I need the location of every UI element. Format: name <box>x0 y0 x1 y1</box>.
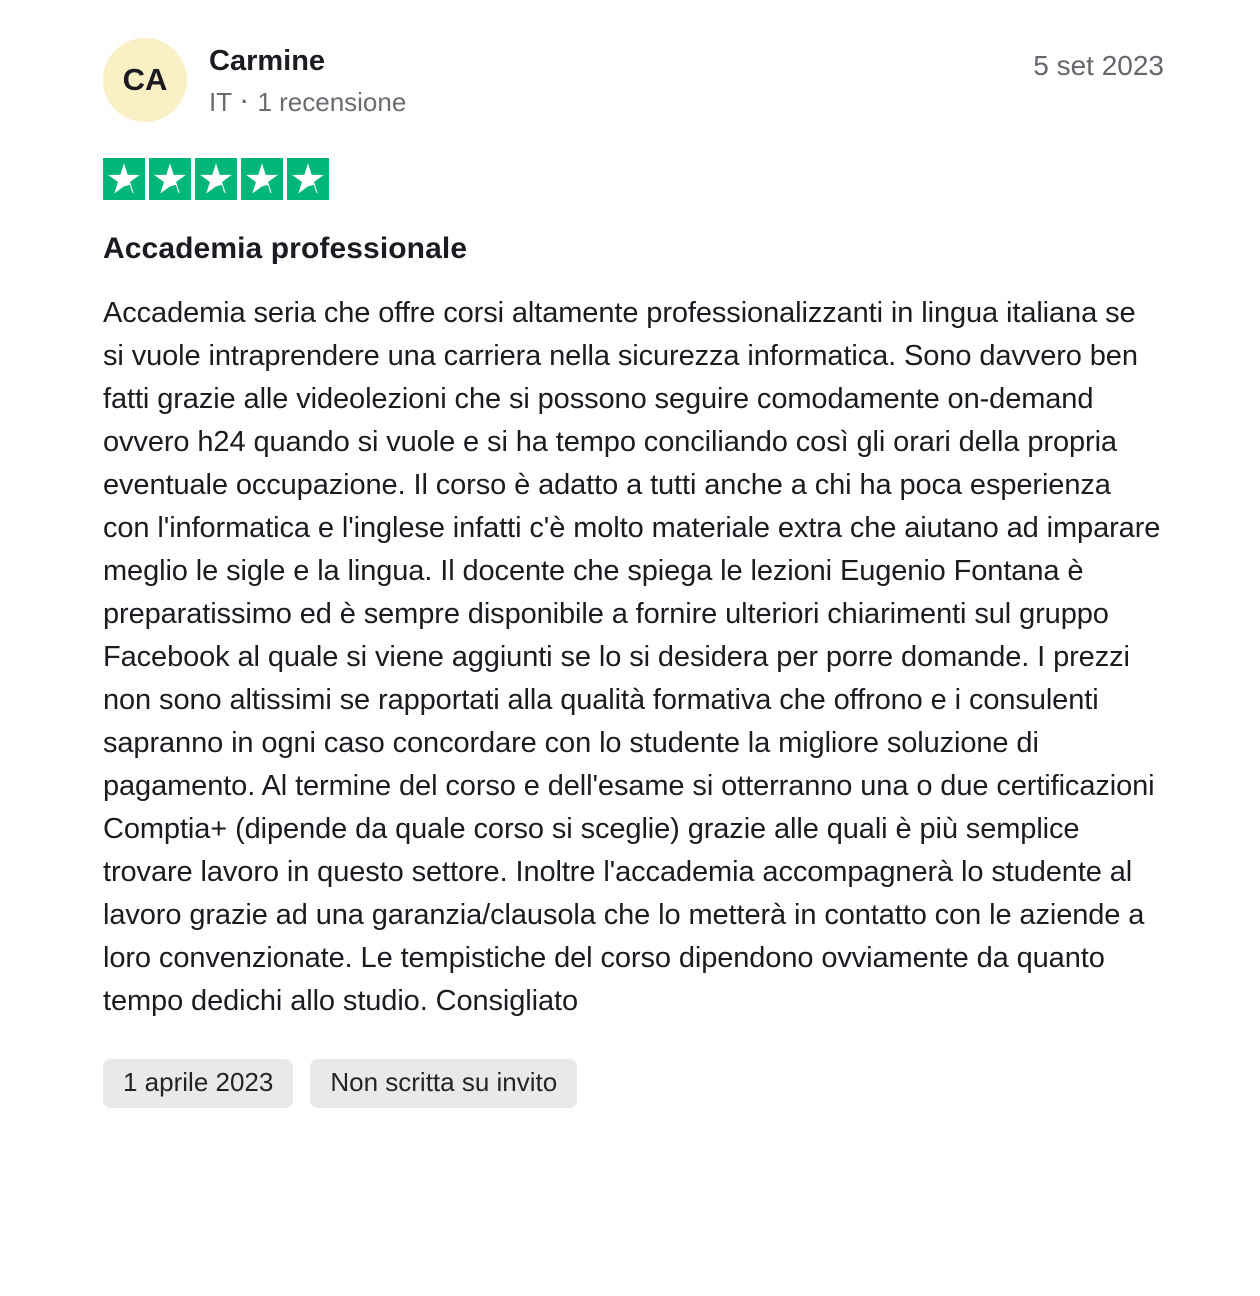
star-icon <box>195 158 237 200</box>
star-icon <box>287 158 329 200</box>
consumer-info-block <box>103 38 406 122</box>
avatar[interactable]: CA <box>103 38 187 122</box>
star-icon <box>103 158 145 200</box>
not-invited-badge[interactable]: Non scritta su invito <box>310 1059 577 1108</box>
star-rating <box>103 158 1164 200</box>
consumer-country: IT <box>209 86 233 117</box>
review-title: Accademia professionale <box>103 232 468 265</box>
badge-row <box>103 1059 1164 1108</box>
consumer-name[interactable]: Carmine <box>209 45 326 78</box>
star-icon <box>149 158 191 200</box>
star-icon <box>241 158 283 200</box>
experience-date-badge: 1 aprile 2023 <box>103 1059 293 1108</box>
dot-separator-icon: · <box>241 89 249 115</box>
review-body: Accademia seria che offre corsi altamente professionalizzanti in lingua italiana se si vuole intraprendere una carriera nella sicurezza informatica. Sono davvero ben fatti grazie alle videolezioni che si possono seguire comodamente on-demand ovvero h24 quando si vuole e si ha tempo conciliando così gli orari della propria eventuale occupazione. Il corso è adatto a tutti anche a chi ha poca esperienza con l'informatica e l'inglese infatti c'è molto materiale extra che aiutano ad imparare meglio le sigle e la lingua. Il docente che spiega le lezioni Eugenio Fontana è preparatissimo ed è sempre disponibile a fornire ulteriori chiarimenti sul gruppo Facebook al quale si viene aggiunti se lo si desidera per porre domande. I prezzi non sono altissimi se rapportati alla qualità formativa che offrono e i consulenti sapranno in ogni caso concordare con lo studente la migliore soluzione di pagamento. Al termine del corso e dell'esame si otterranno una o due certificazioni Comptia+ (dipende da quale corso si sceglie) grazie alle quali è più semplice trovare lavoro in questo settore. Inoltre l'accademia accompagnerà lo studente al lavoro grazie ad una garanzia/clausola che lo metterà in contatto con le aziende a loro convenzionate. Le tempistiche del corso dipendono ovviamente da quanto tempo dedichi allo studio. Consigliato <box>103 297 1161 1017</box>
consumer-meta <box>209 87 406 118</box>
consumer-details <box>209 42 406 118</box>
review-posted-date: 5 set 2023 <box>1033 50 1164 81</box>
review-count: 1 recensione <box>257 86 407 117</box>
review-header <box>103 38 1164 122</box>
